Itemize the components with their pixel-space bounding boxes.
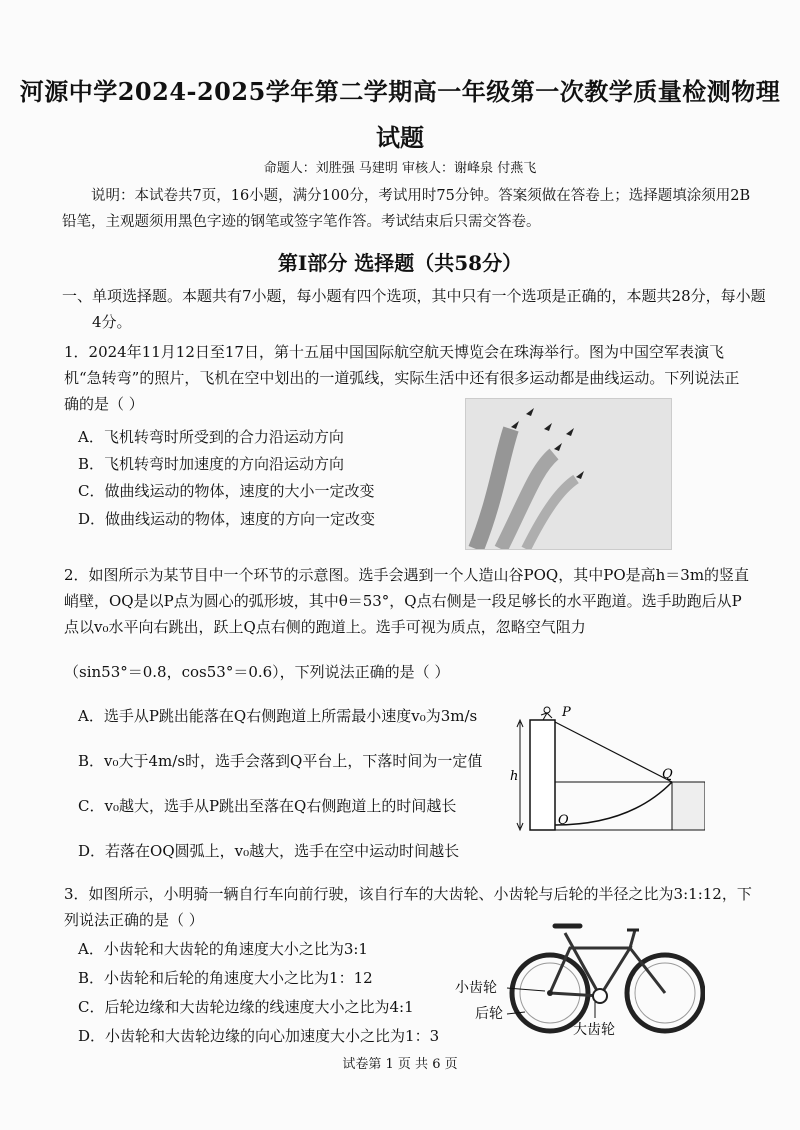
q3-option-b: B．小齿轮和后轮的角速度大小之比为1：12 (78, 969, 373, 987)
q1-option-d: D．做曲线运动的物体，速度的方向一定改变 (78, 510, 376, 528)
q2-option-d: D．若落在OQ圆弧上，v₀越大，选手在空中运动时间越长 (78, 842, 460, 860)
label-rear-wheel: 后轮 (475, 1006, 503, 1022)
label-h: h (510, 769, 519, 784)
exam-title: 河源中学2024-2025学年第二学期高一年级第一次教学质量检测物理 (19, 77, 781, 106)
label-o: O (558, 813, 569, 828)
question-1-stem: 1．2024年11月12日至17日，第十五届中国国际航空航天博览会在珠海举行。图为中国空军表演飞机“急转弯”的照片，飞机在空中划出的一道弧线，实际生活中还有很多运动都是曲线运动。下列说法正确的是（ ） (64, 343, 740, 413)
page-footer: 试卷第 1 页 共 6 页 (342, 1057, 458, 1072)
question-3-stem: 3．如图所示，小明骑一辆自行车向前行驶，该自行车的大齿轮、小齿轮与后轮的半径之比为3:1:12，下列说法正确的是（ ） (64, 885, 752, 929)
label-big-gear: 大齿轮 (573, 1022, 615, 1038)
q3-option-c: C．后轮边缘和大齿轮边缘的线速度大小之比为4:1 (78, 998, 414, 1016)
q2-option-a: A．选手从P跳出能落在Q右侧跑道上所需最小速度v₀为3m/s (78, 707, 478, 725)
label-small-gear: 小齿轮 (455, 980, 497, 996)
q3-option-d: D．小齿轮和大齿轮边缘的向心加速度大小之比为1：3 (78, 1027, 440, 1045)
question-2-stem: 2．如图所示为某节目中一个环节的示意图。选手会遇到一个人造山谷POQ，其中PO是高h＝3m的竖直峭壁，OQ是以P点为圆心的弧形坡，其中θ＝53°，Q点右侧是一段足够长的水平跑道。选手助跑后从P点以v₀水平向右跳出，跃上Q点右侧的跑道上。选手可视为质点，忽略空气阻力 (64, 566, 750, 636)
label-q: Q (662, 767, 673, 782)
bicycle-diagram (455, 918, 705, 1043)
q3-option-a: A．小齿轮和大齿轮的角速度大小之比为3:1 (78, 940, 368, 958)
exam-instructions: 说明：本试卷共7页，16小题，满分100分，考试用时75分钟。答案须做在答卷上；选择题填涂须用2B铅笔，主观题须用黑色字迹的钢笔或签字笔作答。考试结束后只需交答卷。 (62, 188, 751, 230)
authors-line: 命题人：刘胜强 马建明 审核人：谢峰泉 付燕飞 (263, 161, 537, 176)
label-p: P (562, 705, 571, 720)
part-intro: 一、单项选择题。本题共有7小题，每小题有四个选项，其中只有一个选项是正确的，本题共28分，每小题4分。 (62, 287, 766, 331)
q1-option-c: C．做曲线运动的物体，速度的大小一定改变 (78, 482, 375, 500)
q1-option-a: A．飞机转弯时所受到的合力沿运动方向 (78, 428, 344, 446)
airshow-photo (465, 398, 672, 550)
q2-option-c: C．v₀越大，选手从P跳出至落在Q右侧跑道上的时间越长 (78, 797, 457, 815)
q2-option-b: B．v₀大于4m/s时，选手会落到Q平台上，下落时间为一定值 (78, 752, 483, 770)
q1-option-b: B．飞机转弯时加速度的方向沿运动方向 (78, 455, 345, 473)
question-2-stem-cont: （sin53°＝0.8，cos53°＝0.6），下列说法正确的是（ ） (64, 663, 450, 681)
section-title: 第Ⅰ部分 选择题（共58分） (277, 251, 523, 275)
exam-title-cont: 试题 (376, 123, 424, 152)
valley-diagram (510, 700, 705, 835)
